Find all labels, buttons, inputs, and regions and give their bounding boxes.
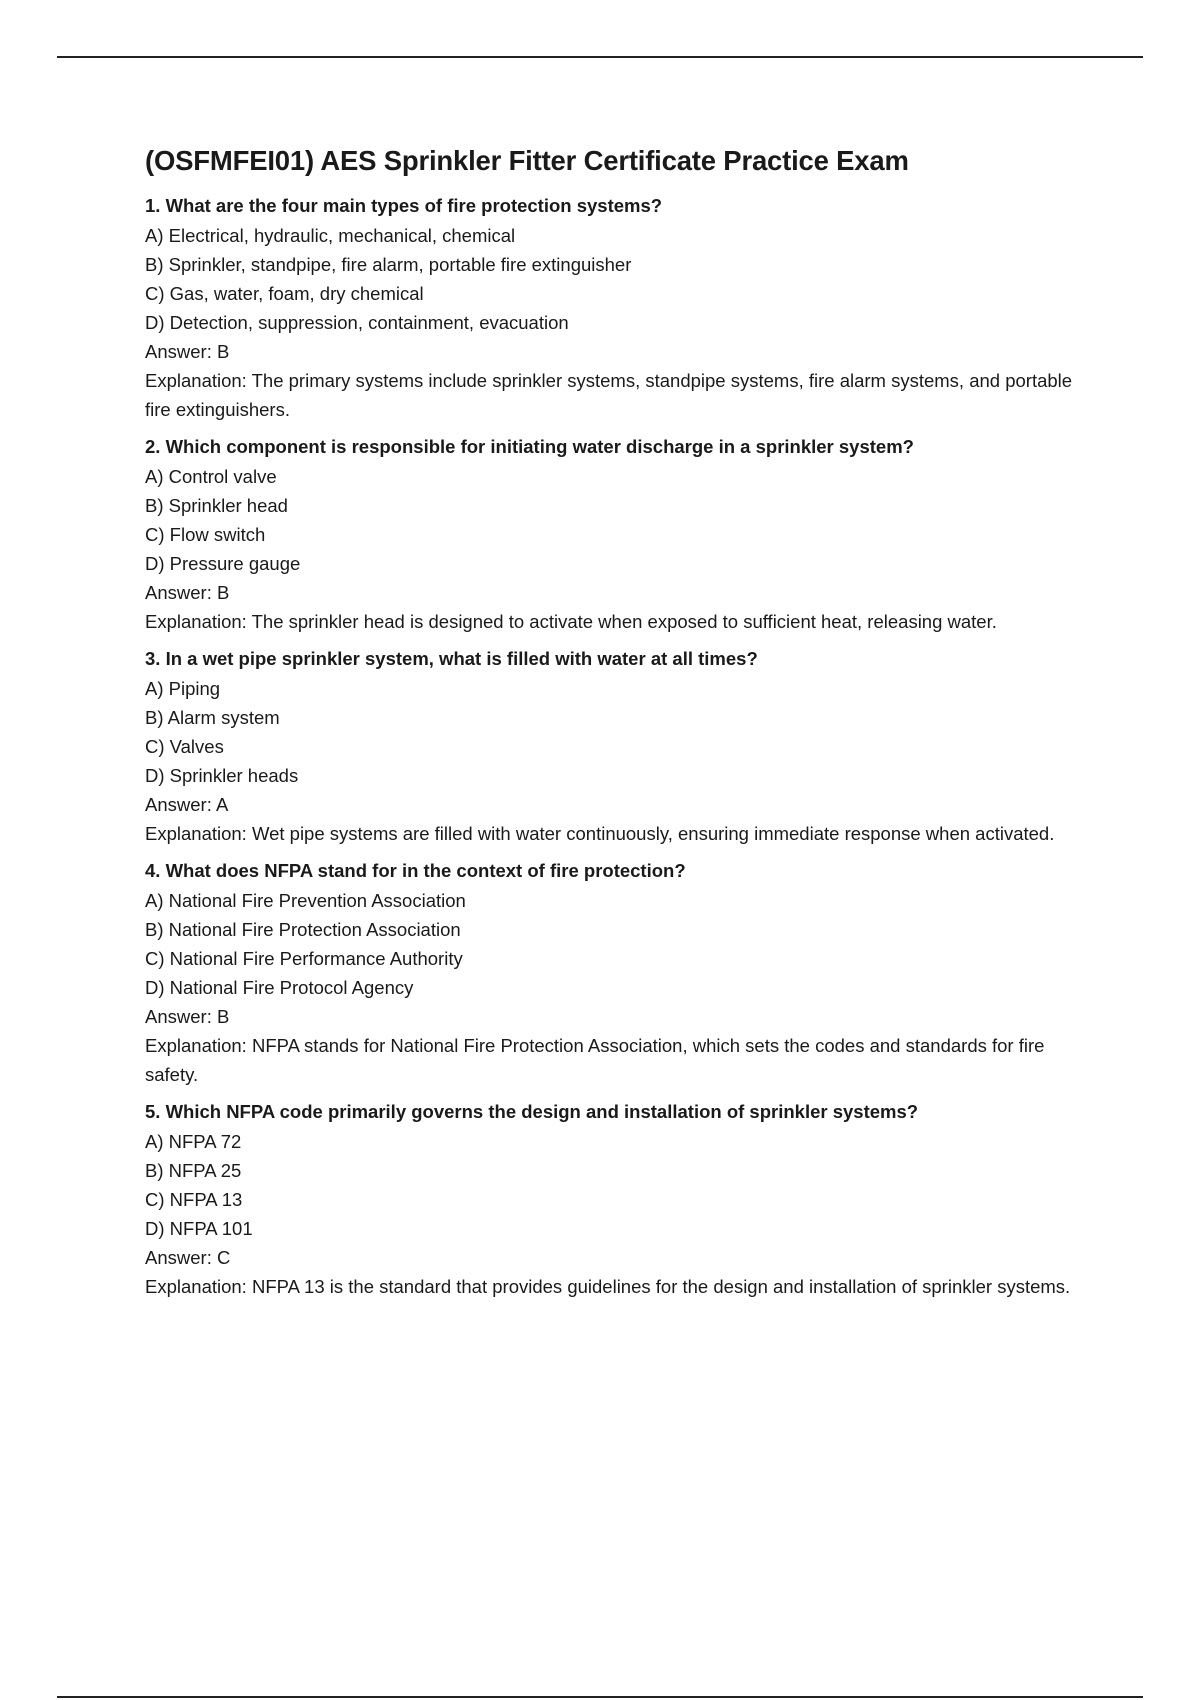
question-block-2 xyxy=(145,432,1095,636)
option-b: B) National Fire Protection Association xyxy=(145,919,461,940)
option-b: B) Alarm system xyxy=(145,707,280,728)
option-a: A) Piping xyxy=(145,678,221,699)
header-rule xyxy=(57,56,1143,58)
explanation-text: Explanation: Wet pipe systems are filled with water continuously, ensuring immediate response when activated. xyxy=(145,823,1055,844)
question-block-1 xyxy=(145,191,1095,424)
question-block-4 xyxy=(145,856,1095,1089)
explanation-text: Explanation: The primary systems include sprinkler systems, standpipe systems, fire alarm systems, and portable fire extinguishers. xyxy=(145,370,1073,420)
option-d: D) Sprinkler heads xyxy=(145,765,299,786)
option-c: C) Gas, water, foam, dry chemical xyxy=(145,283,424,304)
option-c: C) National Fire Performance Authority xyxy=(145,948,463,969)
option-c: C) NFPA 13 xyxy=(145,1189,243,1210)
option-d: D) National Fire Protocol Agency xyxy=(145,977,414,998)
question-block-3 xyxy=(145,644,1095,848)
question-text: 1. What are the four main types of fire protection systems? xyxy=(145,195,663,216)
option-d: D) Pressure gauge xyxy=(145,553,301,574)
option-a: A) NFPA 72 xyxy=(145,1131,242,1152)
option-d: D) Detection, suppression, containment, evacuation xyxy=(145,312,569,333)
option-a: A) National Fire Prevention Association xyxy=(145,890,466,911)
explanation-text: Explanation: The sprinkler head is designed to activate when exposed to sufficient heat, releasing water. xyxy=(145,611,997,632)
option-b: B) Sprinkler head xyxy=(145,495,288,516)
document-body xyxy=(145,145,1095,1309)
answer-text: Answer: B xyxy=(145,341,230,362)
question-text: 5. Which NFPA code primarily governs the design and installation of sprinkler systems? xyxy=(145,1101,919,1122)
answer-text: Answer: A xyxy=(145,794,229,815)
option-c: C) Flow switch xyxy=(145,524,266,545)
answer-text: Answer: C xyxy=(145,1247,231,1268)
answer-text: Answer: B xyxy=(145,582,230,603)
footer-rule xyxy=(57,1696,1143,1698)
option-b: B) NFPA 25 xyxy=(145,1160,242,1181)
option-a: A) Electrical, hydraulic, mechanical, chemical xyxy=(145,225,516,246)
option-b: B) Sprinkler, standpipe, fire alarm, portable fire extinguisher xyxy=(145,254,632,275)
question-text: 4. What does NFPA stand for in the context of fire protection? xyxy=(145,860,686,881)
option-c: C) Valves xyxy=(145,736,224,757)
answer-text: Answer: B xyxy=(145,1006,230,1027)
explanation-text: Explanation: NFPA 13 is the standard that provides guidelines for the design and installation of sprinkler systems. xyxy=(145,1276,1071,1297)
question-text: 2. Which component is responsible for initiating water discharge in a sprinkler system? xyxy=(145,436,914,457)
question-text: 3. In a wet pipe sprinkler system, what is filled with water at all times? xyxy=(145,648,758,669)
option-a: A) Control valve xyxy=(145,466,277,487)
document-title: (OSFMFEI01) AES Sprinkler Fitter Certificate Practice Exam xyxy=(145,145,909,176)
option-d: D) NFPA 101 xyxy=(145,1218,253,1239)
question-block-5 xyxy=(145,1097,1095,1301)
explanation-text: Explanation: NFPA stands for National Fire Protection Association, which sets the codes and standards for fire safety. xyxy=(145,1035,1045,1085)
